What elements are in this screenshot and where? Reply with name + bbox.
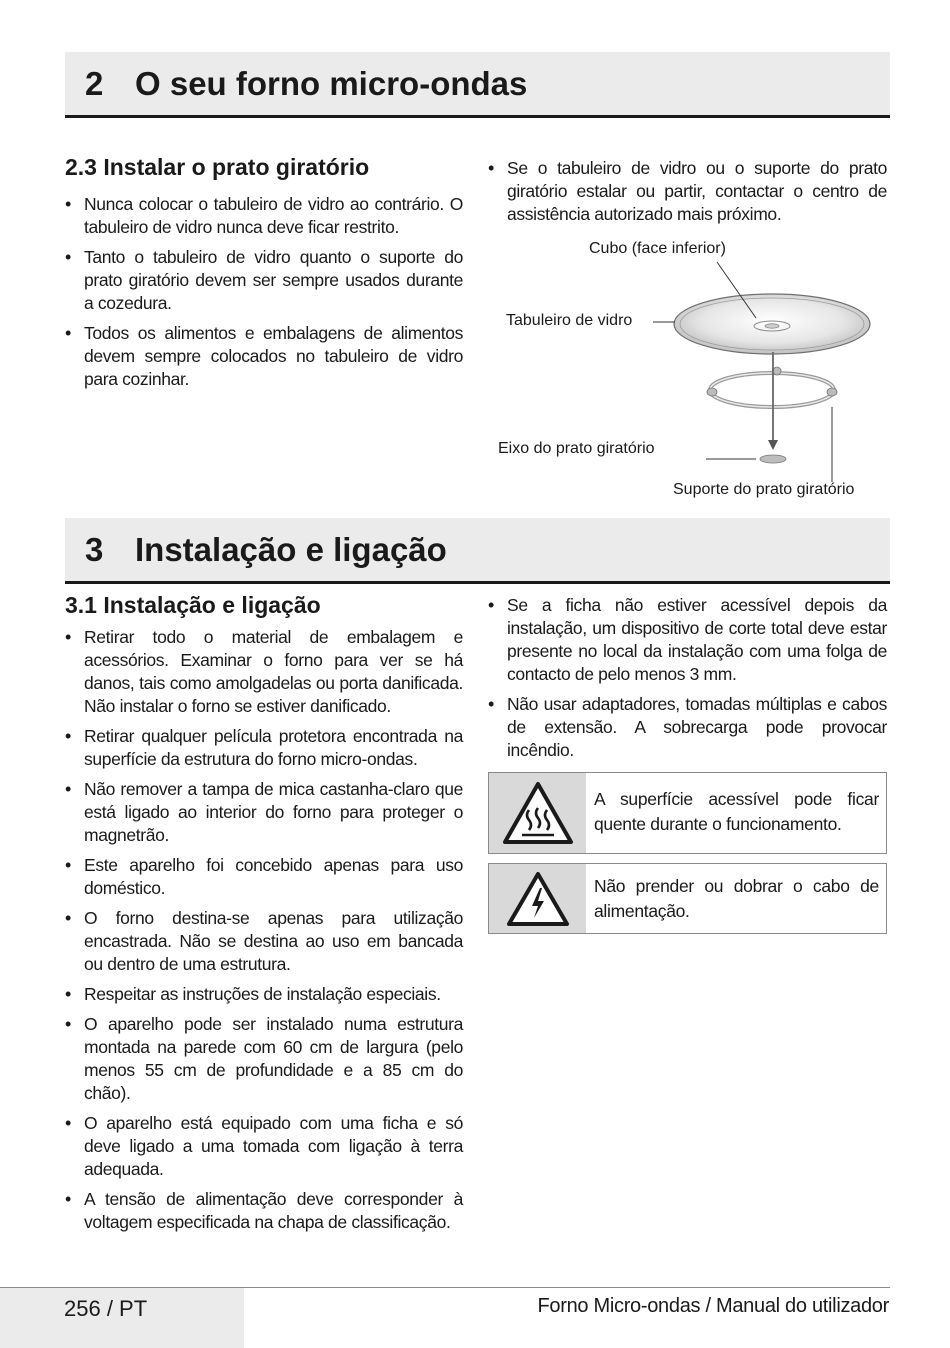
list-item: • O aparelho pode ser instalado numa estrutura montada na parede com 60 cm de largura (pelo menos 55 cm de profundidade e a 85 cm do chão).	[65, 1013, 463, 1105]
bullet-list	[65, 193, 463, 391]
chapter-2-header	[65, 52, 890, 118]
list-item: • A tensão de alimentação deve corresponder à voltagem especificada na chapa de classificação.	[65, 1188, 463, 1234]
electric-shock-warning-icon	[505, 870, 571, 928]
list-item: • Nunca colocar o tabuleiro de vidro ao contrário. O tabuleiro de vidro nunca deve ficar restrito.	[65, 193, 463, 239]
warning-icon-cell	[489, 864, 586, 933]
bullet-list	[488, 594, 887, 762]
list-item: • Retirar todo o material de embalagem e acessórios. Examinar o forno para ver se há danos, tais como amolgadelas ou porta danificada. Não instalar o forno se estiver danificado.	[65, 626, 463, 718]
electric-warning-box	[488, 863, 887, 934]
hub-label: Cubo (face inferior)	[589, 240, 726, 257]
warning-text: A superfície acessível pode ficar quente durante o funcionamento.	[594, 789, 879, 834]
section-2-3-right-column	[488, 157, 887, 233]
list-item: • O aparelho está equipado com uma ficha e só deve ligado a uma tomada com ligação à terra adequada.	[65, 1112, 463, 1181]
list-item: • Se a ficha não estiver acessível depois da instalação, um dispositivo de corte total deve estar presente no local da instalação com uma folga de contacto de pelo menos 3 mm.	[488, 594, 887, 686]
page-number: 256 / PT	[0, 1288, 244, 1348]
chapter-3-header	[65, 518, 890, 584]
bullet-list	[488, 157, 887, 226]
chapter-title: O seu forno micro-ondas	[135, 64, 528, 102]
turntable-diagram	[490, 232, 890, 507]
list-item: • Não usar adaptadores, tomadas múltiplas e cabos de extensão. A sobrecarga pode provocar incêndio.	[488, 693, 887, 762]
hot-surface-warning-icon	[502, 780, 574, 846]
chapter-number: 3	[85, 530, 104, 568]
chapter-title: Instalação e ligação	[135, 530, 447, 568]
shaft-label: Eixo do prato giratório	[498, 440, 655, 457]
support-label: Suporte do prato giratório	[673, 481, 855, 498]
list-item: • Retirar qualquer película protetora encontrada na superfície da estrutura do forno micro-ondas.	[65, 725, 463, 771]
section-2-3-left-column	[65, 154, 463, 398]
list-item: • Não remover a tampa de mica castanha-claro que está ligado ao interior do forno para proteger o magnetrão.	[65, 778, 463, 847]
bullet-list	[65, 626, 463, 1234]
section-3-1-left-column	[65, 592, 463, 1241]
warning-text: Não prender ou dobrar o cabo de alimentação.	[594, 876, 879, 921]
document-title: Forno Micro-ondas / Manual do utilizador	[537, 1295, 889, 1317]
list-item: • Tanto o tabuleiro de vidro quanto o suporte do prato giratório devem ser sempre usados durante a cozedura.	[65, 246, 463, 315]
section-3-1-right-column	[488, 594, 887, 769]
section-title: 2.3 Instalar o prato giratório	[65, 154, 370, 180]
list-item: • O forno destina-se apenas para utilização encastrada. Não se destina ao uso em bancada ou dentro de uma estrutura.	[65, 907, 463, 976]
list-item: • Respeitar as instruções de instalação especiais.	[65, 983, 463, 1006]
glass-tray-label: Tabuleiro de vidro	[506, 312, 633, 329]
list-item: • Este aparelho foi concebido apenas para uso doméstico.	[65, 854, 463, 900]
list-item: • Todos os alimentos e embalagens de alimentos devem sempre colocados no tabuleiro de vidro para cozinhar.	[65, 322, 463, 391]
section-title: 3.1 Instalação e ligação	[65, 592, 321, 618]
chapter-number: 2	[85, 64, 104, 102]
list-item: • Se o tabuleiro de vidro ou o suporte do prato giratório estalar ou partir, contactar o centro de assistência autorizado mais próximo.	[488, 157, 887, 226]
hot-surface-warning-box	[488, 772, 887, 854]
warning-icon-cell	[489, 773, 586, 853]
turntable-illustration	[490, 232, 890, 507]
